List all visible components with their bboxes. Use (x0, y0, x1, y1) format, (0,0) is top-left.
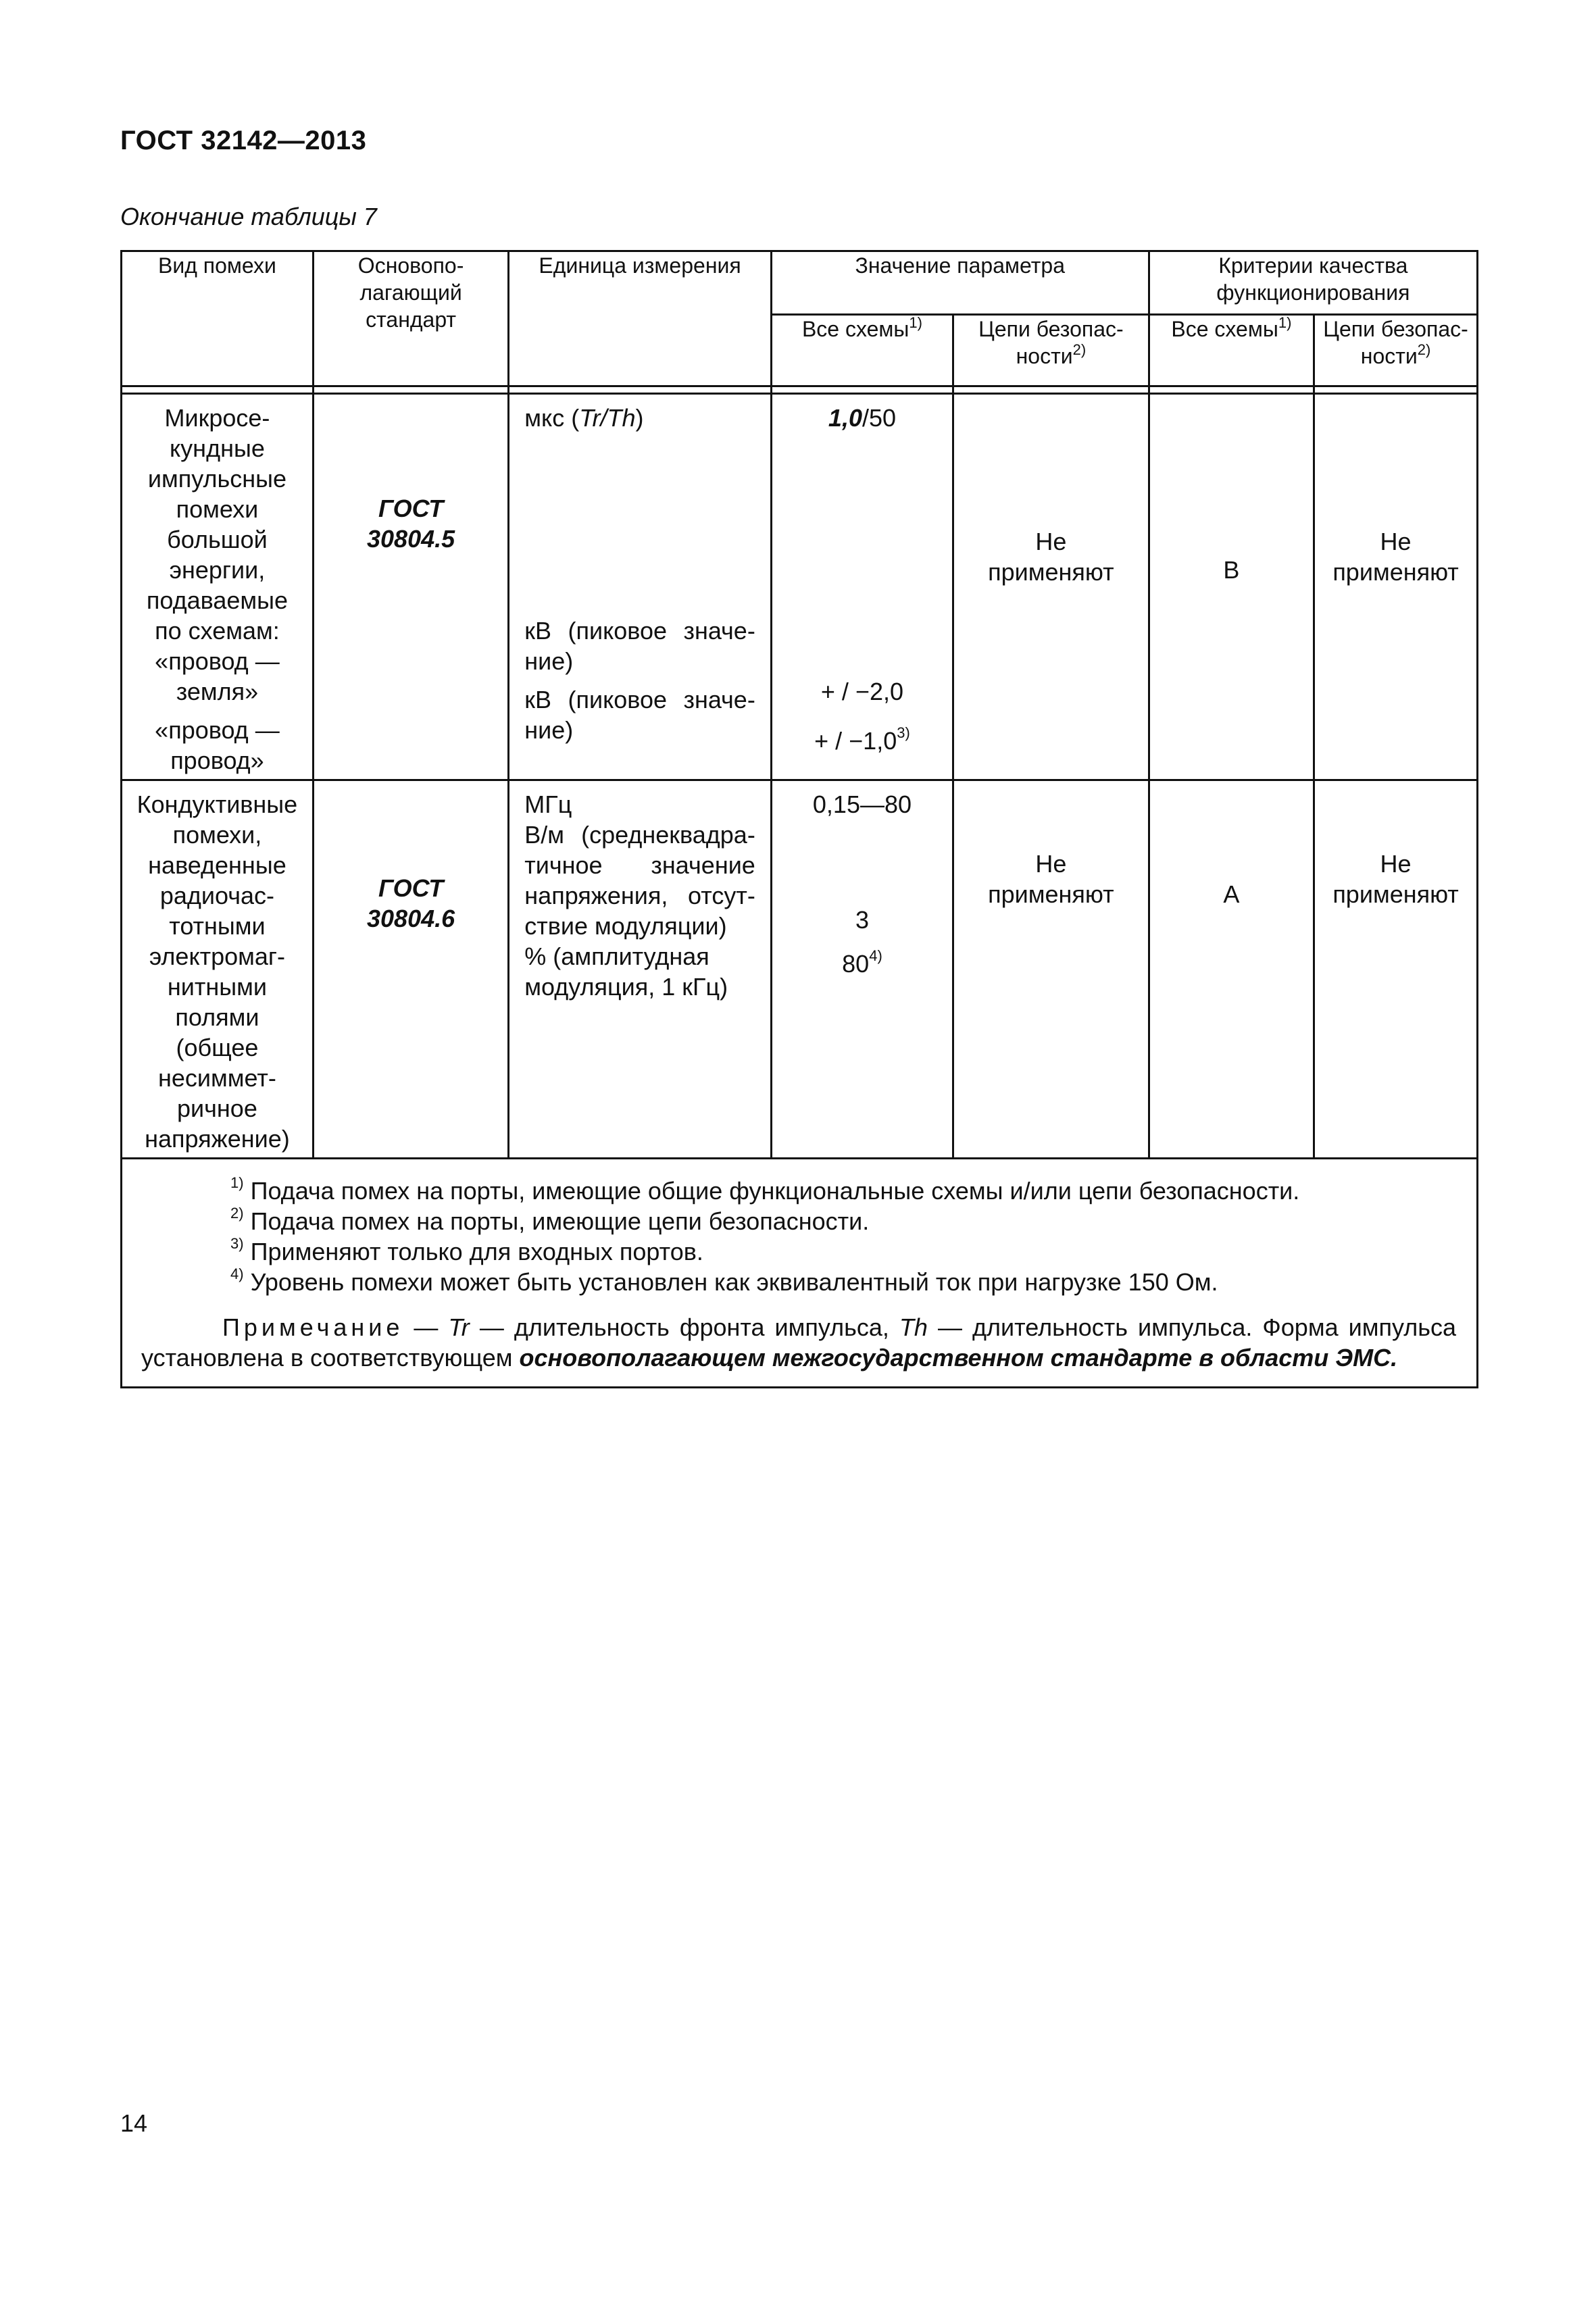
cell-standard: ГОСТ 30804.6 (313, 780, 508, 1159)
col-header-standard: Основопо- лагающий стандарт (313, 251, 508, 386)
col-header-type: Вид помехи (122, 251, 314, 386)
cell-unit: МГц В/м (среднеквадра- тичное значение напряжения, отсут- ствие модуляции) % (амплитудная модуляция, 1 кГц) (509, 780, 772, 1159)
cell-criterion-safety: Не применяют (1314, 394, 1478, 780)
table-7 (120, 250, 1478, 1388)
table-footnotes (122, 1159, 1478, 1388)
col-header-crit-safety: Цепи безопас- ности$^{2)}$ (1314, 315, 1478, 386)
cell-value-all: 1,0/50 + / −2,0 + / $-1,0^{3)}$ (771, 394, 953, 780)
col-header-unit: Единица измерения (509, 251, 772, 386)
footnote-3: $^{3)}$ Применяют только для входных портов. (230, 1235, 703, 1265)
cell-criterion-all: В (1149, 394, 1314, 780)
table-row (122, 394, 1478, 780)
cell-type: Микросе- кундные импульсные помехи большой энергии, подаваемые по схемам: «провод — земля» «провод — провод» (122, 394, 314, 780)
table-caption: Окончание таблицы 7 (120, 203, 377, 230)
cell-criterion-safety: Не применяют (1314, 780, 1478, 1159)
col-header-criteria: Критерии качества функционирования (1149, 251, 1477, 315)
page-number: 14 (120, 2109, 148, 2137)
table-row (122, 780, 1478, 1159)
col-header-crit-all: Все схемы$^{1)}$ (1149, 315, 1314, 386)
footnote-4: $^{4)}$ Уровень помехи может быть установлен как эквивалентный ток при нагрузке 150 Ом. (230, 1265, 1218, 1296)
cell-standard: ГОСТ 30804.5 (313, 394, 508, 780)
footnote-2: $^{2)}$ Подача помех на порты, имеющие цепи безопасности. (230, 1205, 870, 1235)
cell-type: Кондуктивные помехи, наведенные радиочас- тотными электромаг- нитными полями (общее несиммет- ричное напряжение) (122, 780, 314, 1159)
cell-value-safety: Не применяют (953, 780, 1149, 1159)
cell-criterion-all: А (1149, 780, 1314, 1159)
col-header-param: Значение параметра (771, 251, 1149, 315)
col-header-param-all: Все схемы$^{1)}$ (771, 315, 953, 386)
cell-unit: мкс (Tr/Th) кВ (пиковое значе- ние) кВ (пиковое значе- ние) (509, 394, 772, 780)
cell-value-all: 0,15—80 3 80$^{4)}$ (771, 780, 953, 1159)
document-header: ГОСТ 32142—2013 (120, 126, 367, 155)
col-header-param-safety: Цепи безопас- ности$^{2)}$ (953, 315, 1149, 386)
table-note: Примечание — Tr — длительность фронта импульса, Th — длительность импульса. Форма импульса установлена в соответствующем основополагающем межгосударственном стандарте в области ЭМС. (141, 1313, 1456, 1372)
footnote-1: $^{1)}$ Подача помех на порты, имеющие общие функциональные схемы и/или цепи безопасности. (230, 1174, 1300, 1205)
cell-value-safety: Не применяют (953, 394, 1149, 780)
